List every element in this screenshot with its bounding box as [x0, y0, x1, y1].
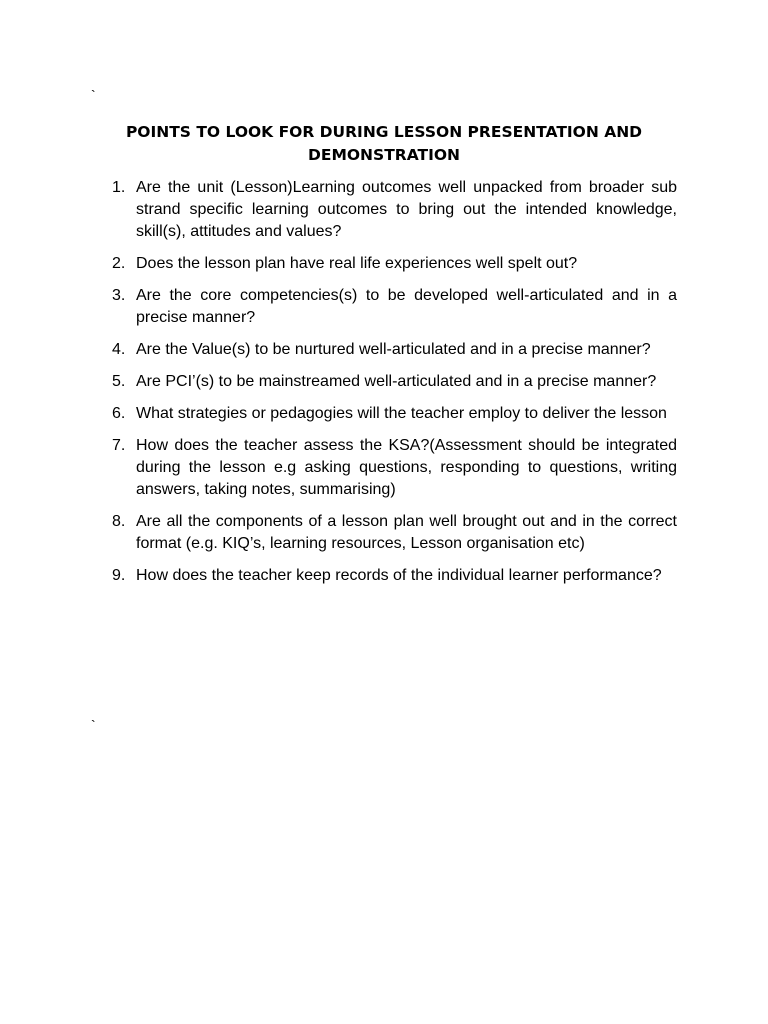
list-item-text: How does the teacher keep records of the individual learner performance?	[136, 567, 662, 584]
document-title: POINTS TO LOOK FOR DURING LESSON PRESENTATION AND DEMONSTRATION	[125, 123, 643, 164]
list-item-number: 4.	[112, 341, 126, 358]
checklist	[104, 177, 677, 597]
list-item-text: Are PCI’(s) to be mainstreamed well-articulated and in a precise manner?	[136, 373, 657, 390]
bottom-backtick-mark: `	[91, 717, 96, 733]
list-item	[104, 435, 677, 501]
list-item	[104, 371, 677, 393]
list-item	[104, 403, 677, 425]
list-item-number: 2.	[112, 255, 126, 272]
list-item	[104, 253, 677, 275]
list-item-text: How does the teacher assess the KSA?(Assessment should be integrated during the lesson e.g asking questions, responding to questions, writing answers, taking notes, summarising)	[136, 437, 677, 498]
list-item	[104, 565, 677, 587]
list-item-text: Are the core competencies(s) to be developed well-articulated and in a precise manner?	[136, 287, 677, 326]
list-item-number: 9.	[112, 567, 126, 584]
list-item-number: 1.	[112, 179, 126, 196]
list-item-text: Does the lesson plan have real life experiences well spelt out?	[136, 255, 578, 272]
list-item-text: Are the unit (Lesson)Learning outcomes well unpacked from broader sub strand specific learning outcomes to bring out the intended knowledge, skill(s), attitudes and values?	[136, 179, 677, 240]
list-item-number: 5.	[112, 373, 126, 390]
list-item-text: What strategies or pedagogies will the teacher employ to deliver the lesson	[136, 405, 667, 422]
list-item-text: Are all the components of a lesson plan well brought out and in the correct format (e.g. KIQ’s, learning resources, Lesson organisation etc)	[136, 513, 677, 552]
list-item	[104, 339, 677, 361]
list-item-number: 3.	[112, 287, 126, 304]
list-item-number: 8.	[112, 513, 126, 530]
list-item-text: Are the Value(s) to be nurtured well-articulated and in a precise manner?	[136, 341, 651, 358]
list-item	[104, 177, 677, 243]
list-item-number: 6.	[112, 405, 126, 422]
top-backtick-mark: `	[91, 87, 96, 103]
list-item	[104, 285, 677, 329]
list-item-number: 7.	[112, 437, 126, 454]
list-item	[104, 511, 677, 555]
